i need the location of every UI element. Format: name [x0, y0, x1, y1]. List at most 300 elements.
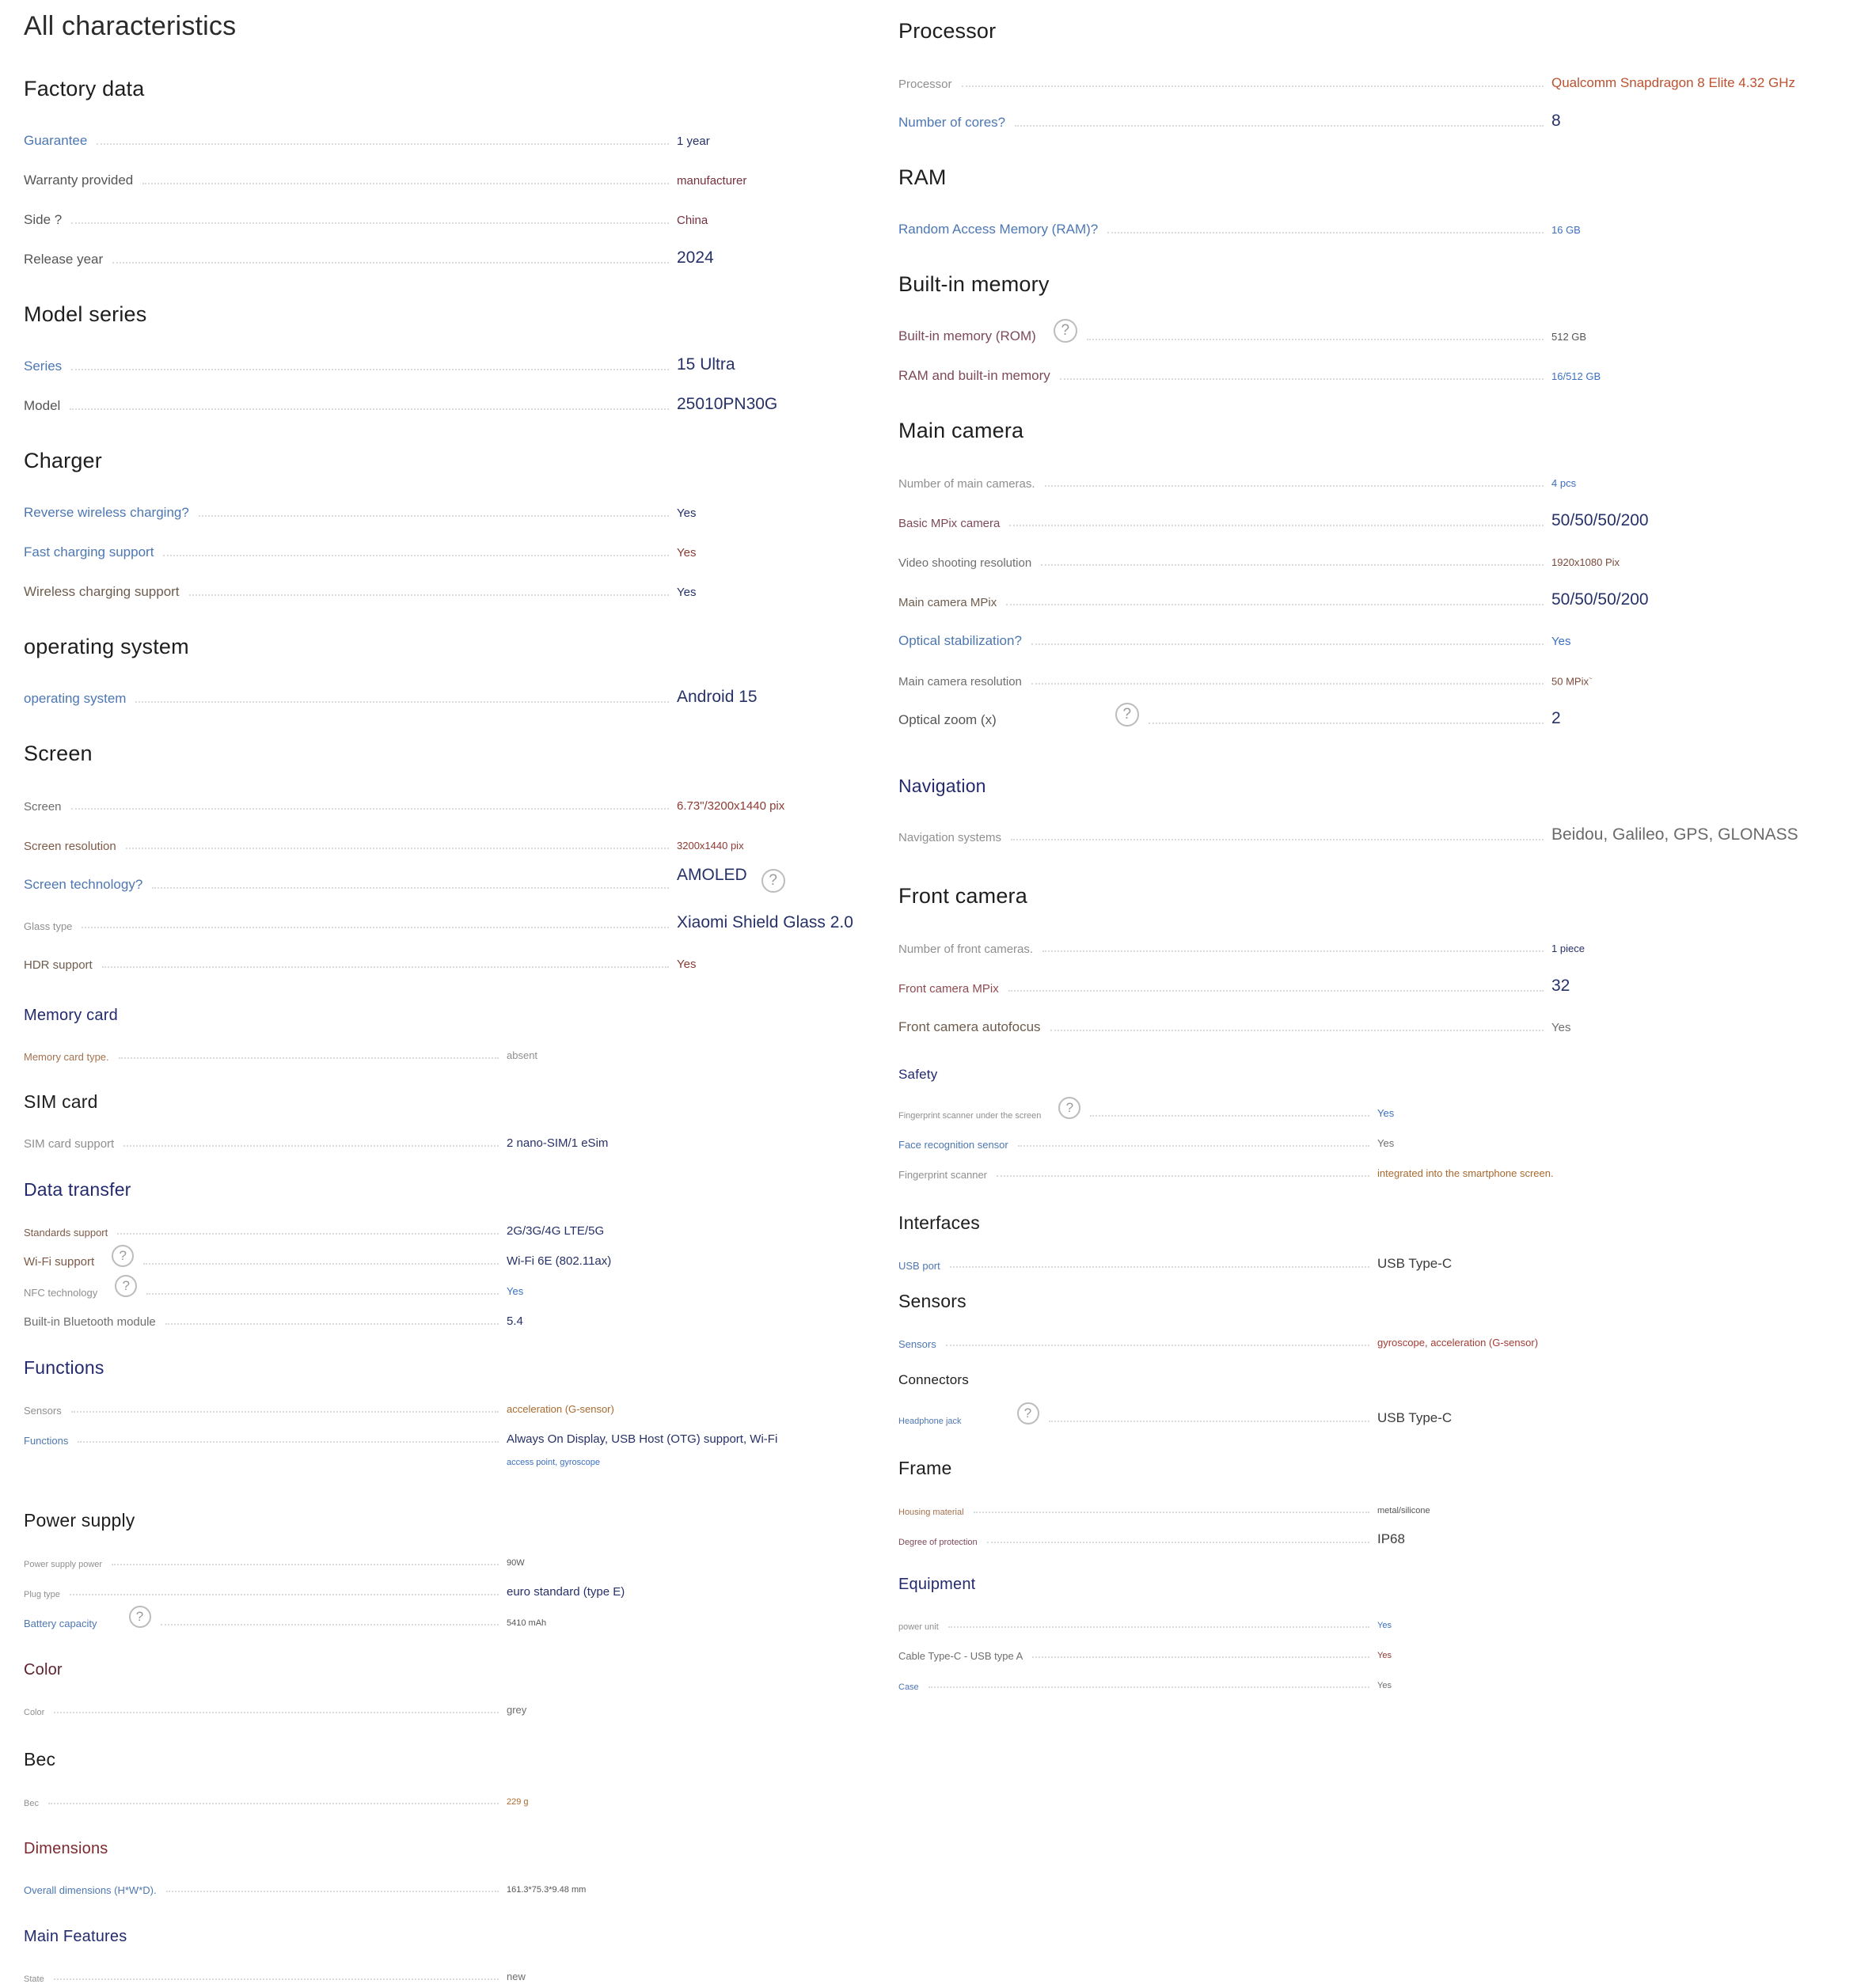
spec-label[interactable]: Functions	[24, 1435, 69, 1447]
section-sim-card	[24, 1091, 875, 1151]
section-title: Built-in memory	[898, 272, 1050, 296]
section-title: Processor	[898, 19, 997, 43]
dotted-leader	[1090, 1115, 1369, 1117]
dotted-leader	[1087, 339, 1544, 340]
spec-value-cell	[1377, 1503, 1852, 1517]
spec-value-secondary: access point, gyroscope	[507, 1458, 601, 1467]
section-operating-system	[24, 635, 875, 707]
dotted-leader	[71, 369, 669, 370]
spec-value-cell	[507, 1049, 875, 1063]
spec-value-cell	[1377, 1167, 1852, 1181]
spec-row	[24, 1866, 875, 1896]
spec-label[interactable]: Basic MPix camera	[898, 517, 1001, 530]
dotted-leader	[1008, 990, 1544, 992]
help-icon[interactable]: ?	[1017, 1402, 1039, 1424]
section-processor	[898, 19, 1852, 131]
dotted-leader	[987, 1542, 1369, 1543]
dotted-leader	[1031, 683, 1544, 685]
section-dimensions	[24, 1840, 875, 1896]
spec-row	[24, 814, 875, 853]
spec-row	[898, 609, 1852, 649]
spec-row	[24, 1387, 875, 1417]
section-title: Interfaces	[898, 1212, 980, 1233]
dotted-leader	[1107, 232, 1544, 233]
spec-value-text: Qualcomm Snapdragon 8 Elite 4.32 GHz	[1551, 75, 1796, 90]
section-frame	[898, 1458, 1852, 1547]
spec-value	[677, 395, 777, 414]
spec-value	[677, 214, 708, 227]
dotted-leader	[1031, 643, 1544, 645]
spec-label[interactable]: Random Access Memory (RAM)?	[898, 222, 1099, 237]
spec-value-cell	[677, 248, 875, 267]
spec-value	[677, 355, 735, 374]
spec-value-text: USB Type-C	[1377, 1256, 1453, 1271]
spec-value	[507, 1705, 526, 1717]
section-data-transfer	[24, 1179, 875, 1329]
section-title: Functions	[24, 1357, 104, 1378]
spec-value-text: 2 nano-SIM/1 eSim	[507, 1136, 609, 1150]
spec-value-cell	[1551, 75, 1852, 91]
spec-value[interactable]	[1551, 225, 1581, 237]
spec-row	[898, 1517, 1852, 1547]
spec-value	[677, 799, 784, 813]
spec-row	[24, 335, 875, 374]
spec-label[interactable]: Sensors	[898, 1338, 936, 1350]
spec-value-text: AMOLED	[677, 866, 747, 884]
spec-value-text: gyroscope, acceleration (G-sensor)	[1377, 1337, 1539, 1349]
section-sensors	[898, 1291, 1852, 1350]
spec-label[interactable]: Headphone jack	[898, 1417, 962, 1426]
spec-label[interactable]: Guarantee	[24, 133, 88, 148]
spec-value-text: 229 g	[507, 1797, 529, 1807]
spec-label: State	[24, 1975, 44, 1984]
spec-value	[677, 688, 758, 707]
spec-value-cell	[1377, 1618, 1852, 1632]
spec-label[interactable]: USB port	[898, 1260, 940, 1272]
spec-value-text: 1 piece	[1551, 943, 1585, 954]
column-left	[24, 0, 875, 1984]
dotted-leader	[112, 1564, 499, 1565]
section-title: Front camera	[898, 884, 1027, 908]
spec-label[interactable]: Main camera MPix	[898, 596, 997, 609]
section-title: SIM card	[24, 1091, 98, 1112]
spec-label: Number of main cameras.	[898, 477, 1035, 491]
spec-value-cell	[1377, 1410, 1852, 1426]
spec-value-text: 32	[1551, 976, 1570, 995]
section-model-series	[24, 302, 875, 414]
spec-value-cell	[507, 1136, 875, 1151]
help-icon[interactable]: ?	[1054, 319, 1077, 343]
spec-label[interactable]: Face recognition sensor	[898, 1139, 1008, 1151]
spec-label[interactable]: Built-in memory (ROM)	[898, 328, 1036, 343]
dotted-leader	[165, 1323, 499, 1325]
spec-value-text: 2G/3G/4G LTE/5G	[507, 1224, 605, 1238]
spec-row-secondary	[24, 1447, 875, 1467]
section-title: Screen	[24, 742, 93, 765]
spec-value-text: Yes	[677, 958, 697, 971]
spec-value-cell	[677, 506, 875, 521]
spec-value-text: Wi-Fi 6E (802.11ax)	[507, 1254, 612, 1268]
dotted-leader	[189, 594, 669, 596]
spec-value-text: euro standard (type E)	[507, 1585, 625, 1599]
spec-value-cell	[677, 839, 875, 853]
spec-label: Processor	[898, 78, 952, 91]
dotted-leader	[1050, 1030, 1544, 1031]
spec-row	[24, 1539, 875, 1569]
section-factory-data	[24, 77, 875, 267]
spec-value-cell	[677, 546, 875, 560]
spec-value-text: IP68	[1377, 1531, 1405, 1546]
section-interfaces	[898, 1212, 1852, 1272]
spec-value-cell	[1377, 1336, 1852, 1350]
spec-value-text: 2024	[677, 248, 714, 267]
spec-row	[24, 109, 875, 149]
spec-value-cell	[1551, 590, 1852, 609]
spec-value	[1551, 511, 1649, 530]
spec-value-cell	[1551, 370, 1852, 384]
spec-row	[24, 1121, 875, 1151]
section-main-camera	[898, 419, 1852, 728]
spec-label[interactable]: operating system	[24, 691, 127, 706]
spec-value-text: acceleration (G-sensor)	[507, 1403, 614, 1415]
section-title: Factory data	[24, 77, 145, 101]
spec-row	[898, 649, 1852, 689]
section-navigation	[898, 776, 1852, 844]
spec-label: Power supply power	[24, 1560, 103, 1569]
spec-value	[1377, 1410, 1452, 1426]
dotted-leader	[146, 1293, 499, 1295]
spec-label[interactable]: Reverse wireless charging?	[24, 505, 189, 520]
dotted-leader	[1032, 1656, 1369, 1658]
spec-row	[24, 1954, 875, 1984]
spec-value-text: Yes	[677, 546, 697, 560]
spec-value-text: 8	[1551, 111, 1561, 130]
spec-label[interactable]: Wi-Fi support	[24, 1255, 95, 1269]
spec-value-cell	[1551, 635, 1852, 649]
spec-label[interactable]: Number of cores?	[898, 115, 1006, 130]
spec-value-cell	[507, 1970, 875, 1984]
column-right	[898, 0, 1852, 1692]
spec-value-cell	[1377, 1136, 1852, 1151]
spec-label[interactable]: RAM and built-in memory	[898, 368, 1050, 383]
spec-row	[24, 1033, 875, 1063]
spec-value	[507, 1136, 608, 1150]
spec-value-cell	[1377, 1256, 1852, 1272]
spec-value-text: 5.4	[507, 1314, 523, 1328]
spec-value-text: Yes	[507, 1285, 524, 1297]
spec-value-text: 50 MPix	[1551, 675, 1589, 687]
spec-value[interactable]	[1551, 371, 1601, 383]
dotted-leader	[1042, 950, 1544, 952]
spec-value	[507, 1224, 604, 1238]
spec-row	[24, 521, 875, 560]
spec-value-cell	[507, 1455, 875, 1467]
spec-value	[677, 586, 696, 599]
spec-value-text: 512 GB	[1551, 331, 1587, 343]
spec-value-text: grey	[507, 1704, 527, 1716]
spec-row	[898, 956, 1852, 996]
dotted-leader	[962, 85, 1544, 87]
dotted-leader	[126, 848, 669, 849]
dotted-leader	[929, 1686, 1369, 1688]
section-equipment	[898, 1576, 1852, 1692]
spec-row	[24, 481, 875, 521]
spec-value-cell	[507, 1703, 875, 1717]
spec-value-cell	[1551, 709, 1852, 728]
spec-row	[898, 1632, 1852, 1662]
spec-label[interactable]: Optical stabilization?	[898, 633, 1022, 648]
spec-value-text: 90W	[507, 1558, 525, 1568]
spec-label: Main camera resolution	[898, 675, 1022, 689]
spec-row	[24, 188, 875, 228]
section-title: Main Features	[24, 1928, 127, 1945]
dotted-leader	[163, 555, 669, 556]
spec-label: Model	[24, 398, 61, 413]
dotted-leader	[117, 1233, 499, 1235]
dotted-leader	[112, 262, 669, 264]
spec-row	[898, 1320, 1852, 1350]
spec-value	[1377, 1506, 1430, 1516]
spec-row	[898, 689, 1852, 728]
spec-value	[677, 866, 747, 885]
spec-value	[677, 913, 853, 932]
spec-label[interactable]: Wireless charging support	[24, 584, 180, 599]
spec-row	[898, 996, 1852, 1035]
spec-label: Optical zoom (x)	[898, 712, 997, 727]
help-icon[interactable]: ?	[1058, 1097, 1080, 1119]
spec-value-cell	[1551, 825, 1852, 844]
spec-label: Plug type	[24, 1590, 60, 1599]
spec-row	[24, 1299, 875, 1329]
spec-value	[1551, 825, 1798, 844]
spec-label[interactable]: Case	[898, 1682, 919, 1692]
spec-label: SIM card support	[24, 1137, 115, 1151]
spec-row	[24, 1687, 875, 1717]
spec-value-cell	[1377, 1678, 1852, 1692]
spec-value[interactable]	[507, 1286, 523, 1298]
spec-value-text: 1 year	[677, 135, 710, 148]
spec-value-text: 6.73"/3200x1440 pix	[677, 799, 785, 813]
spec-row	[898, 916, 1852, 956]
spec-value-cell	[1551, 112, 1852, 131]
spec-value	[507, 1254, 611, 1268]
spec-row	[898, 1242, 1852, 1272]
spec-value	[507, 1432, 777, 1446]
spec-row	[898, 530, 1852, 570]
spec-value-cell	[677, 214, 875, 228]
spec-row	[24, 1417, 875, 1447]
spec-value-text: 15 Ultra	[677, 355, 735, 374]
spec-value-cell	[507, 1555, 875, 1569]
dotted-leader	[974, 1512, 1369, 1513]
dotted-leader	[166, 1891, 499, 1892]
spec-row	[898, 451, 1852, 491]
spec-value-text: manufacturer	[677, 174, 747, 188]
section-title: Data transfer	[24, 1179, 131, 1200]
spec-value	[677, 840, 744, 852]
spec-value[interactable]	[1551, 478, 1576, 490]
dotted-leader	[1041, 564, 1544, 566]
section-title: Main camera	[898, 419, 1024, 442]
spec-value	[1377, 1651, 1392, 1661]
spec-label: Sensors	[24, 1405, 62, 1417]
spec-value-cell	[677, 799, 875, 814]
dotted-leader	[1011, 839, 1544, 840]
dotted-leader	[54, 1712, 499, 1713]
dotted-leader	[948, 1626, 1369, 1628]
spec-value	[1551, 977, 1570, 996]
help-icon[interactable]: ?	[1115, 703, 1139, 726]
spec-label: Fingerprint scanner under the screen	[898, 1111, 1042, 1121]
dotted-leader	[997, 1175, 1369, 1177]
spec-value-cell	[1551, 977, 1852, 996]
spec-value-text: 3200x1440 pix	[677, 840, 744, 852]
spec-value	[1551, 75, 1795, 91]
dotted-leader	[142, 183, 669, 184]
section-title: Safety	[898, 1067, 938, 1082]
spec-label[interactable]: Screen resolution	[24, 840, 116, 853]
spec-value-text: 5410 mAh	[507, 1618, 547, 1628]
spec-label[interactable]: Fast charging support	[24, 544, 154, 560]
spec-label[interactable]: Memory card type.	[24, 1051, 109, 1063]
section-functions	[24, 1357, 875, 1467]
section-title: Power supply	[24, 1510, 135, 1531]
section-built-in-memory	[898, 272, 1852, 384]
spec-label[interactable]: Overall dimensions (H*W*D).	[24, 1884, 157, 1896]
spec-value[interactable]	[1377, 1621, 1392, 1631]
spec-value[interactable]	[1551, 635, 1570, 648]
spec-label[interactable]: Screen technology?	[24, 877, 143, 892]
section-title: Bec	[24, 1749, 56, 1770]
spec-value-cell	[1551, 223, 1852, 237]
spec-row	[24, 560, 875, 600]
spec-value	[677, 248, 714, 267]
spec-row	[24, 1778, 875, 1808]
section-bec	[24, 1749, 875, 1808]
section-title: Frame	[898, 1458, 952, 1478]
spec-value-text: Android 15	[677, 687, 758, 706]
section-title: Dimensions	[24, 1840, 108, 1857]
spec-value-text: Yes	[677, 506, 697, 520]
spec-row	[24, 374, 875, 414]
spec-value-cell	[1551, 330, 1852, 344]
spec-value	[1377, 1337, 1538, 1349]
spec-value	[1551, 590, 1649, 609]
section-front-camera	[898, 884, 1852, 1035]
spec-value	[1377, 1531, 1405, 1547]
spec-value	[677, 174, 746, 188]
spec-label: Glass type	[24, 920, 73, 932]
spec-value-text: Yes	[677, 586, 697, 599]
spec-value-cell	[677, 586, 875, 600]
spec-value-text: 4 pcs	[1551, 477, 1577, 489]
spec-value	[1551, 557, 1620, 569]
spec-value	[507, 1558, 525, 1569]
spec-value	[677, 135, 710, 148]
spec-label[interactable]: Series	[24, 358, 63, 374]
spec-row	[24, 667, 875, 707]
spec-label: power unit	[898, 1622, 939, 1632]
spec-label[interactable]: HDR support	[24, 958, 93, 972]
spec-row	[898, 1602, 1852, 1632]
spec-label: Screen	[24, 800, 62, 814]
spec-value[interactable]	[1377, 1108, 1394, 1120]
help-icon[interactable]: ?	[115, 1275, 137, 1297]
section-title: Sensors	[898, 1291, 966, 1311]
spec-label[interactable]: Front camera MPix	[898, 982, 999, 996]
dotted-leader	[48, 1803, 499, 1804]
dotted-leader	[1045, 485, 1544, 487]
spec-value	[507, 1404, 614, 1416]
spec-value-text: absent	[507, 1049, 538, 1061]
spec-label[interactable]: Degree of protection	[898, 1538, 978, 1547]
spec-value	[1551, 676, 1593, 688]
spec-value-cell	[507, 1794, 875, 1808]
spec-row	[898, 344, 1852, 384]
dotted-leader	[1049, 1421, 1369, 1422]
spec-value	[1377, 1138, 1394, 1150]
spec-row	[898, 1662, 1852, 1692]
spec-value-cell	[507, 1432, 875, 1447]
spec-label: Navigation systems	[898, 831, 1002, 844]
spec-row	[898, 1121, 1852, 1151]
spec-row	[24, 774, 875, 814]
spec-value-cell	[507, 1585, 875, 1599]
spec-label: Video shooting resolution	[898, 556, 1032, 570]
spec-label[interactable]: Front camera autofocus	[898, 1019, 1041, 1034]
help-icon[interactable]: ?	[761, 869, 785, 893]
section-title: Model series	[24, 302, 147, 326]
spec-row	[898, 491, 1852, 530]
spec-label[interactable]: Standards support	[24, 1227, 108, 1239]
dotted-leader	[1015, 125, 1544, 127]
spec-label: Fingerprint scanner	[898, 1169, 987, 1181]
spec-value-cell	[507, 1224, 875, 1239]
section-title: Memory card	[24, 1007, 118, 1024]
spec-row	[898, 570, 1852, 609]
dotted-leader	[71, 1411, 499, 1413]
spec-value-cell	[1551, 942, 1852, 956]
spec-value	[677, 958, 696, 971]
dotted-leader	[123, 1145, 499, 1147]
spec-label[interactable]: Housing material	[898, 1508, 964, 1517]
spec-label: NFC technology	[24, 1287, 98, 1299]
section-safety	[898, 1067, 1852, 1181]
spec-label: Release year	[24, 252, 104, 267]
spec-value-cell	[507, 1402, 875, 1417]
spec-value	[507, 1585, 625, 1599]
dotted-leader	[78, 1441, 499, 1443]
spec-value	[507, 1885, 586, 1895]
spec-value-cell	[1551, 511, 1852, 530]
section-memory-card	[24, 1007, 875, 1063]
help-icon[interactable]: ?	[129, 1606, 151, 1628]
spec-label: Cable Type-C - USB type A	[898, 1650, 1023, 1662]
dotted-leader	[950, 1266, 1369, 1268]
dotted-leader	[54, 1978, 499, 1980]
spec-value-text: 25010PN30G	[677, 394, 778, 413]
section-title: Navigation	[898, 776, 986, 796]
spec-row	[24, 893, 875, 932]
spec-row	[898, 1091, 1852, 1121]
spec-value-cell	[1377, 1648, 1852, 1662]
help-icon[interactable]: ?	[112, 1245, 134, 1267]
spec-label: Warranty provided	[24, 173, 134, 188]
section-color	[24, 1661, 875, 1717]
spec-label: Built-in Bluetooth module	[24, 1315, 156, 1329]
section-main-features	[24, 1928, 875, 1984]
spec-label[interactable]: Battery capacity	[24, 1618, 97, 1629]
